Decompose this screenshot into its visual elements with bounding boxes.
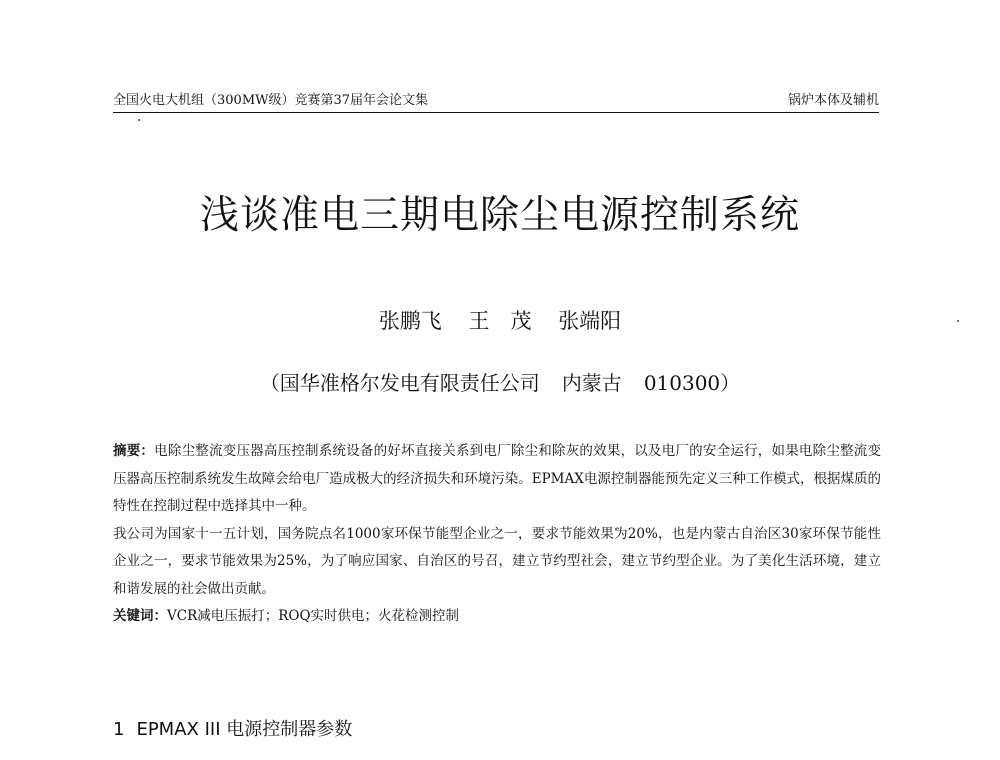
header-rule [113, 112, 879, 113]
abstract-block [113, 438, 881, 631]
paper-title: 浅谈准电三期电除尘电源控制系统 [199, 193, 800, 238]
affiliation [0, 367, 1000, 399]
affiliation-place: 内蒙古 [561, 371, 622, 395]
affiliation-org: （国华准格尔发电有限责任公司 [259, 371, 540, 395]
abstract-text-1: 电除尘整流变压器高压控制系统设备的好坏直接关系到电厂除尘和除灰的效果，以及电厂的安全运行，如果电除尘整流变压器高压控制系统发生故障会给电厂造成极大的经济损失和环境污染。EPMAX电源控制器能预先定义三种工作模式，根据煤质的特性在控制过程中选择其中一种。 [113, 443, 882, 514]
author-name: 张鹏飞 [378, 309, 442, 333]
section-title: EPMAX III 电源控制器参数 [136, 719, 353, 740]
running-header [113, 90, 879, 112]
keywords-text: VCR减电压振打；ROQ实时供电；火花检测控制 [167, 608, 460, 624]
section-number: 1 [113, 719, 125, 740]
abstract-label: 摘要： [113, 443, 155, 459]
scan-speck [138, 119, 140, 121]
keywords-line [113, 603, 881, 631]
author-list [0, 305, 1000, 337]
abstract-paragraph-1 [113, 438, 881, 521]
section-heading [113, 716, 352, 744]
abstract-paragraph-2 [113, 521, 881, 604]
affiliation-postcode: 010300） [643, 371, 741, 395]
abstract-text-2: 我公司为国家十一五计划，国务院点名1000家环保节能型企业之一，要求节能效果为20%，也是内蒙古自治区30家环保节能性企业之一，要求节能效果为25%，为了响应国家、自治区的号召，建立节约型社会，建立节约型企业。为了美化生活环境，建立和谐发展的社会做出贡献。 [113, 525, 881, 597]
running-header-right: 锅炉本体及辅机 [787, 93, 879, 108]
keywords-label: 关键词： [113, 608, 167, 624]
author-name: 张端阳 [558, 309, 622, 333]
running-header-left: 全国火电大机组（300MW级）竞赛第37届年会论文集 [113, 93, 429, 108]
author-name: 王 茂 [468, 309, 532, 333]
